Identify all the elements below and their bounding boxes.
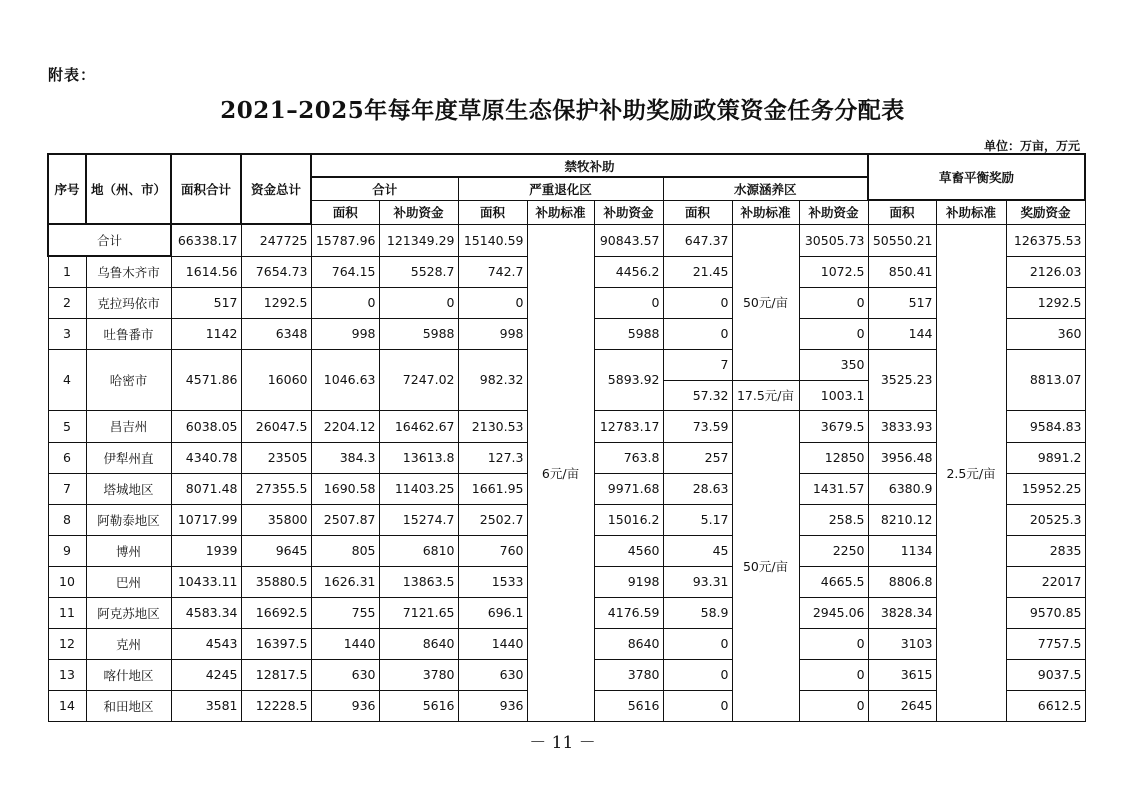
row-wat-fund: 0 <box>799 628 868 659</box>
row-wat-area: 0 <box>663 690 732 721</box>
row-wat-fund: 0 <box>799 287 868 318</box>
row-sub-fund: 6810 <box>379 535 458 566</box>
row-bal-fund: 9584.83 <box>1006 410 1085 442</box>
total-sub-area: 15787.96 <box>311 224 379 256</box>
row-wat-fund: 0 <box>799 318 868 349</box>
severe-standard: 6元/亩 <box>527 224 594 721</box>
row-area-total: 4245 <box>171 659 241 690</box>
row-seq: 1 <box>48 256 86 287</box>
row-fund-total: 35880.5 <box>241 566 311 597</box>
header-wat-fund: 补助资金 <box>799 200 868 224</box>
header-sub-fund: 补助资金 <box>379 200 458 224</box>
attachment-label: 附表： <box>48 66 97 84</box>
row-bal-fund: 9570.85 <box>1006 597 1085 628</box>
total-sev-area: 15140.59 <box>458 224 527 256</box>
row-region: 博州 <box>86 535 171 566</box>
header-seq: 序号 <box>48 154 86 224</box>
header-region: 地（州、市） <box>86 154 171 224</box>
row-sev-fund: 3780 <box>594 659 663 690</box>
row-sev-fund: 4176.59 <box>594 597 663 628</box>
row-region: 和田地区 <box>86 690 171 721</box>
header-balance: 草畜平衡奖励 <box>868 154 1085 200</box>
row-sub-fund: 7247.02 <box>379 349 458 410</box>
row-area-total: 4583.34 <box>171 597 241 628</box>
row-sub-fund: 15274.7 <box>379 504 458 535</box>
row-bal-fund: 22017 <box>1006 566 1085 597</box>
row-region: 吐鲁番市 <box>86 318 171 349</box>
row-seq: 13 <box>48 659 86 690</box>
row-wat-fund: 0 <box>799 690 868 721</box>
row-wat-fund: 1003.1 <box>799 380 868 410</box>
row-region: 巴州 <box>86 566 171 597</box>
row-wat-area: 45 <box>663 535 732 566</box>
row-sub-fund: 8640 <box>379 628 458 659</box>
row-sub-area: 1046.63 <box>311 349 379 410</box>
row-wat-area: 28.63 <box>663 473 732 504</box>
row-bal-area: 3828.34 <box>868 597 936 628</box>
row-sev-fund: 5616 <box>594 690 663 721</box>
total-wat-area: 647.37 <box>663 224 732 256</box>
row-seq: 2 <box>48 287 86 318</box>
row-sev-fund: 4560 <box>594 535 663 566</box>
row-fund-total: 12817.5 <box>241 659 311 690</box>
row-wat-fund: 2250 <box>799 535 868 566</box>
row-sev-area: 998 <box>458 318 527 349</box>
row-sev-fund: 9971.68 <box>594 473 663 504</box>
row-sub-fund: 5988 <box>379 318 458 349</box>
header-sev-std: 补助标准 <box>527 200 594 224</box>
row-area-total: 1614.56 <box>171 256 241 287</box>
row-sub-fund: 16462.67 <box>379 410 458 442</box>
row-bal-fund: 6612.5 <box>1006 690 1085 721</box>
water-standard-lower: 50元/亩 <box>732 410 799 721</box>
row-sub-fund: 5616 <box>379 690 458 721</box>
row-sub-fund: 11403.25 <box>379 473 458 504</box>
row-sev-area: 696.1 <box>458 597 527 628</box>
row-area-total: 517 <box>171 287 241 318</box>
header-sev-area: 面积 <box>458 200 527 224</box>
row-seq: 12 <box>48 628 86 659</box>
row-region: 塔城地区 <box>86 473 171 504</box>
row-wat-fund: 258.5 <box>799 504 868 535</box>
row-wat-fund: 3679.5 <box>799 410 868 442</box>
header-bal-std: 补助标准 <box>936 200 1006 224</box>
row-seq: 7 <box>48 473 86 504</box>
row-wat-area: 57.32 <box>663 380 732 410</box>
row-sev-fund: 8640 <box>594 628 663 659</box>
row-sev-area: 630 <box>458 659 527 690</box>
row-sev-fund: 5893.92 <box>594 349 663 410</box>
row-wat-area: 5.17 <box>663 504 732 535</box>
row-sev-fund: 12783.17 <box>594 410 663 442</box>
row-bal-area: 2645 <box>868 690 936 721</box>
row-sub-area: 805 <box>311 535 379 566</box>
row-seq: 11 <box>48 597 86 628</box>
row-sev-area: 982.32 <box>458 349 527 410</box>
allocation-table <box>47 153 1086 722</box>
row-fund-total: 16397.5 <box>241 628 311 659</box>
row-region: 克拉玛依市 <box>86 287 171 318</box>
row-area-total: 1939 <box>171 535 241 566</box>
row-wat-area: 73.59 <box>663 410 732 442</box>
row-wat-area: 0 <box>663 628 732 659</box>
row-region: 昌吉州 <box>86 410 171 442</box>
row-bal-area: 144 <box>868 318 936 349</box>
row-sub-fund: 0 <box>379 287 458 318</box>
header-fund-total: 资金总计 <box>241 154 311 224</box>
total-label: 合计 <box>48 224 171 256</box>
row-sub-area: 764.15 <box>311 256 379 287</box>
row-sev-fund: 763.8 <box>594 442 663 473</box>
row-seq: 5 <box>48 410 86 442</box>
row-bal-fund: 360 <box>1006 318 1085 349</box>
row-bal-area: 8210.12 <box>868 504 936 535</box>
row-bal-area: 3833.93 <box>868 410 936 442</box>
row-fund-total: 27355.5 <box>241 473 311 504</box>
row-sev-area: 760 <box>458 535 527 566</box>
total-fund: 247725 <box>241 224 311 256</box>
row-sub-area: 1440 <box>311 628 379 659</box>
row-seq: 6 <box>48 442 86 473</box>
row-bal-area: 3103 <box>868 628 936 659</box>
total-sev-fund: 90843.57 <box>594 224 663 256</box>
row-wat-area: 93.31 <box>663 566 732 597</box>
row-wat-fund: 350 <box>799 349 868 380</box>
row-sev-fund: 9198 <box>594 566 663 597</box>
row-bal-fund: 7757.5 <box>1006 628 1085 659</box>
row-sub-area: 2507.87 <box>311 504 379 535</box>
row-seq: 8 <box>48 504 86 535</box>
row-bal-area: 3525.23 <box>868 349 936 410</box>
header-row-1 <box>48 154 1085 177</box>
row-area-total: 8071.48 <box>171 473 241 504</box>
water-standard-upper: 50元/亩 <box>732 224 799 380</box>
row-seq: 4 <box>48 349 86 410</box>
total-row <box>48 224 1085 256</box>
row-fund-total: 16692.5 <box>241 597 311 628</box>
row-area-total: 6038.05 <box>171 410 241 442</box>
row-bal-area: 6380.9 <box>868 473 936 504</box>
row-bal-fund: 2126.03 <box>1006 256 1085 287</box>
row-wat-fund: 1431.57 <box>799 473 868 504</box>
row-sub-area: 1626.31 <box>311 566 379 597</box>
row-bal-fund: 15952.25 <box>1006 473 1085 504</box>
row-wat-area: 21.45 <box>663 256 732 287</box>
row-area-total: 10433.11 <box>171 566 241 597</box>
row-fund-total: 35800 <box>241 504 311 535</box>
row-bal-area: 8806.8 <box>868 566 936 597</box>
row-sev-area: 2130.53 <box>458 410 527 442</box>
row-fund-total: 26047.5 <box>241 410 311 442</box>
header-sub-area: 面积 <box>311 200 379 224</box>
row-area-total: 1142 <box>171 318 241 349</box>
row-region: 伊犁州直 <box>86 442 171 473</box>
header-water: 水源涵养区 <box>663 177 868 200</box>
row-sev-fund: 4456.2 <box>594 256 663 287</box>
row-bal-area: 3615 <box>868 659 936 690</box>
row-wat-area: 257 <box>663 442 732 473</box>
row-seq: 9 <box>48 535 86 566</box>
row-sub-area: 936 <box>311 690 379 721</box>
row-fund-total: 1292.5 <box>241 287 311 318</box>
header-severe: 严重退化区 <box>458 177 663 200</box>
row-fund-total: 12228.5 <box>241 690 311 721</box>
row-bal-fund: 2835 <box>1006 535 1085 566</box>
row-sub-area: 630 <box>311 659 379 690</box>
row-region: 乌鲁木齐市 <box>86 256 171 287</box>
total-area: 66338.17 <box>171 224 241 256</box>
page-title: 2021–2025年每年度草原生态保护补助奖励政策资金任务分配表 <box>220 97 905 124</box>
row-sev-area: 742.7 <box>458 256 527 287</box>
row-fund-total: 9645 <box>241 535 311 566</box>
row-sev-area: 1661.95 <box>458 473 527 504</box>
header-grazing-ban: 禁牧补助 <box>311 154 868 177</box>
row-bal-area: 517 <box>868 287 936 318</box>
row-sev-area: 2502.7 <box>458 504 527 535</box>
unit-label: 单位：万亩，万元 <box>983 139 1080 153</box>
row-sev-fund: 5988 <box>594 318 663 349</box>
row-sub-fund: 3780 <box>379 659 458 690</box>
row-area-total: 3581 <box>171 690 241 721</box>
row-wat-fund: 2945.06 <box>799 597 868 628</box>
row-seq: 10 <box>48 566 86 597</box>
row-seq: 14 <box>48 690 86 721</box>
row-area-total: 4543 <box>171 628 241 659</box>
row-sub-area: 2204.12 <box>311 410 379 442</box>
header-bal-fund: 奖励资金 <box>1006 200 1085 224</box>
row-bal-fund: 1292.5 <box>1006 287 1085 318</box>
row-wat-area: 58.9 <box>663 597 732 628</box>
row-wat-fund: 4665.5 <box>799 566 868 597</box>
row-region: 阿勒泰地区 <box>86 504 171 535</box>
row-wat-area: 0 <box>663 659 732 690</box>
row-sub-area: 384.3 <box>311 442 379 473</box>
row-sev-fund: 0 <box>594 287 663 318</box>
row-bal-fund: 20525.3 <box>1006 504 1085 535</box>
row-bal-fund: 8813.07 <box>1006 349 1085 410</box>
row-area-total: 4340.78 <box>171 442 241 473</box>
page-number: － 11 － <box>529 733 596 753</box>
water-standard-hami: 17.5元/亩 <box>732 380 799 410</box>
row-sev-area: 127.3 <box>458 442 527 473</box>
row-sev-area: 0 <box>458 287 527 318</box>
row-wat-area: 7 <box>663 349 732 380</box>
row-bal-area: 3956.48 <box>868 442 936 473</box>
row-sub-fund: 7121.65 <box>379 597 458 628</box>
row-sub-fund: 13863.5 <box>379 566 458 597</box>
row-wat-fund: 12850 <box>799 442 868 473</box>
header-subtotal: 合计 <box>311 177 458 200</box>
row-region: 阿克苏地区 <box>86 597 171 628</box>
row-bal-fund: 9037.5 <box>1006 659 1085 690</box>
row-wat-fund: 1072.5 <box>799 256 868 287</box>
row-wat-area: 0 <box>663 318 732 349</box>
row-region: 克州 <box>86 628 171 659</box>
header-wat-std: 补助标准 <box>732 200 799 224</box>
row-fund-total: 6348 <box>241 318 311 349</box>
row-sub-fund: 5528.7 <box>379 256 458 287</box>
header-bal-area: 面积 <box>868 200 936 224</box>
row-bal-area: 1134 <box>868 535 936 566</box>
row-region: 哈密市 <box>86 349 171 410</box>
row-fund-total: 23505 <box>241 442 311 473</box>
row-fund-total: 7654.73 <box>241 256 311 287</box>
row-wat-fund: 0 <box>799 659 868 690</box>
header-wat-area: 面积 <box>663 200 732 224</box>
row-sub-area: 0 <box>311 287 379 318</box>
header-area-total: 面积合计 <box>171 154 241 224</box>
row-area-total: 10717.99 <box>171 504 241 535</box>
total-wat-fund: 30505.73 <box>799 224 868 256</box>
row-seq: 3 <box>48 318 86 349</box>
row-sev-area: 1533 <box>458 566 527 597</box>
total-bal-area: 50550.21 <box>868 224 936 256</box>
header-sev-fund: 补助资金 <box>594 200 663 224</box>
row-bal-fund: 9891.2 <box>1006 442 1085 473</box>
row-area-total: 4571.86 <box>171 349 241 410</box>
row-sev-area: 1440 <box>458 628 527 659</box>
balance-standard: 2.5元/亩 <box>936 224 1006 721</box>
total-sub-fund: 121349.29 <box>379 224 458 256</box>
row-fund-total: 16060 <box>241 349 311 410</box>
row-region: 喀什地区 <box>86 659 171 690</box>
row-sub-area: 1690.58 <box>311 473 379 504</box>
row-sub-area: 998 <box>311 318 379 349</box>
row-sub-fund: 13613.8 <box>379 442 458 473</box>
total-bal-fund: 126375.53 <box>1006 224 1085 256</box>
row-sub-area: 755 <box>311 597 379 628</box>
row-sev-fund: 15016.2 <box>594 504 663 535</box>
row-sev-area: 936 <box>458 690 527 721</box>
row-bal-area: 850.41 <box>868 256 936 287</box>
row-wat-area: 0 <box>663 287 732 318</box>
